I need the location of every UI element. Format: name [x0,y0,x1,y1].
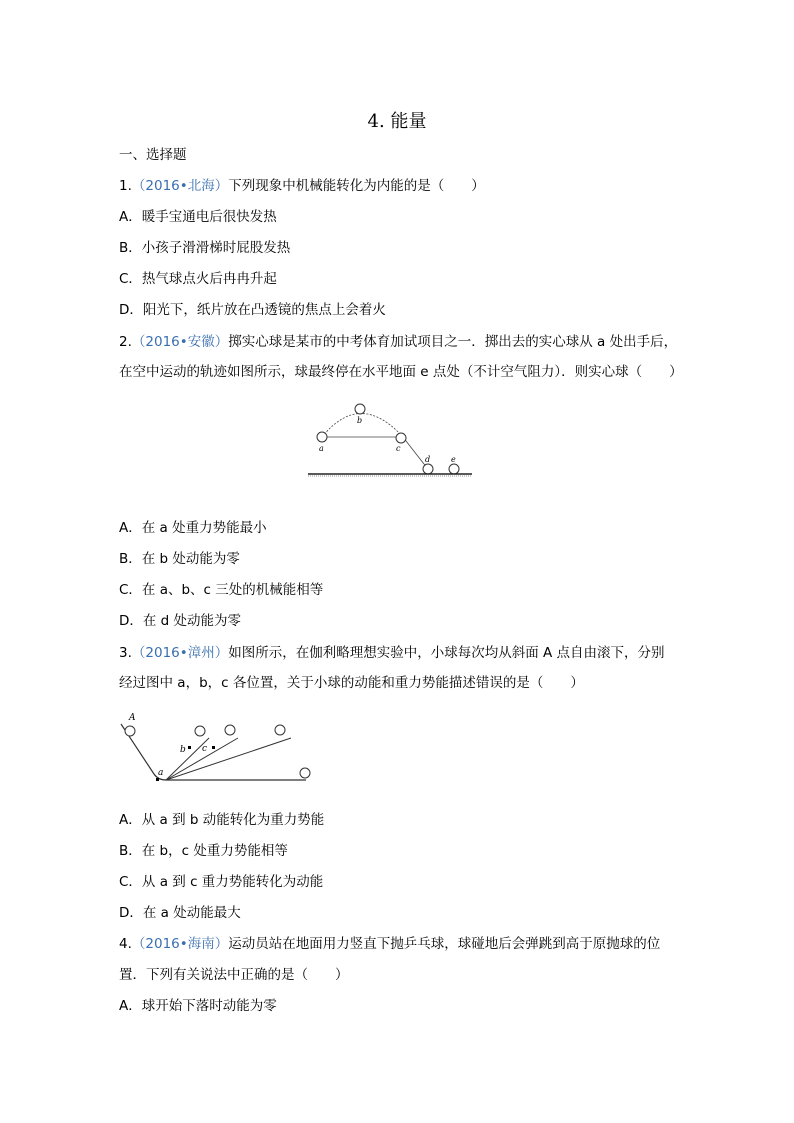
question-3-stem-cont: 经过图中 a，b，c 各位置，关于小球的动能和重力势能描述错误的是（ ） [119,675,584,691]
option-c: C．从 a 到 c 重力势能转化为动能 [119,874,324,890]
option-a: A．在 a 处重力势能最小 [119,520,267,536]
option-c: C．热气球点火后冉冉升起 [119,271,277,287]
question-4-stem-cont: 置．下列有关说法中正确的是（ ） [119,967,349,983]
option-d: D．阳光下，纸片放在凸透镜的焦点上会着火 [119,302,386,318]
question-text: 如图所示，在伽利略理想实验中，小球每次均从斜面 A 点自由滚下，分别 [228,645,665,661]
section-heading: 一、选择题 [119,147,187,163]
question-number: 2. [119,334,132,350]
galileo-incline-figure [116,708,316,784]
option-d: D．在 d 处动能为零 [119,613,242,629]
projectile-trajectory-figure [306,396,476,482]
page-title: 4. 能量 [367,111,427,132]
question-2-stem [119,332,677,352]
question-2-stem-cont: 在空中运动的轨迹如图所示，球最终停在水平地面 e 点处（不计空气阻力）．则实心球（ ） [119,364,683,380]
label-A: A [129,713,136,723]
question-number: 1. [119,178,132,194]
question-text: 运动员站在地面用力竖直下抛乒乓球，球碰地后会弹跳到高于原抛球的位 [228,936,661,952]
question-source: （2016•安徽） [131,334,229,350]
question-source: （2016•漳州） [131,645,229,661]
question-source: （2016•海南） [131,936,229,952]
label-a: a [158,768,164,778]
question-3-stem [119,643,665,663]
option-b: B．小孩子滑滑梯时屁股发热 [119,240,291,256]
label-a: a [319,444,324,453]
question-number: 3. [119,645,132,661]
label-e: e [451,455,456,464]
question-4-stem [119,934,660,954]
option-c: C．在 a、b、c 三处的机械能相等 [119,582,324,598]
question-text: 掷实心球是某市的中考体育加试项目之一．掷出去的实心球从 a 处出手后， [228,334,678,350]
option-a: A．球开始下落时动能为零 [119,998,277,1014]
option-b: B．在 b 处动能为零 [119,551,240,567]
question-number: 4. [119,936,132,952]
question-source: （2016•北海） [131,178,229,194]
option-a: A．暖手宝通电后很快发热 [119,209,277,225]
option-d: D．在 a 处动能最大 [119,905,241,921]
question-text: 下列现象中机械能转化为内能的是（ ） [228,178,485,194]
option-a: A．从 a 到 b 动能转化为重力势能 [119,812,325,828]
question-1-stem [119,176,485,196]
label-c: c [202,744,208,754]
option-b: B．在 b，c 处重力势能相等 [119,843,288,859]
label-b: b [357,416,363,425]
label-d: d [425,455,431,464]
label-c: c [396,444,401,453]
label-b: b [180,745,186,755]
